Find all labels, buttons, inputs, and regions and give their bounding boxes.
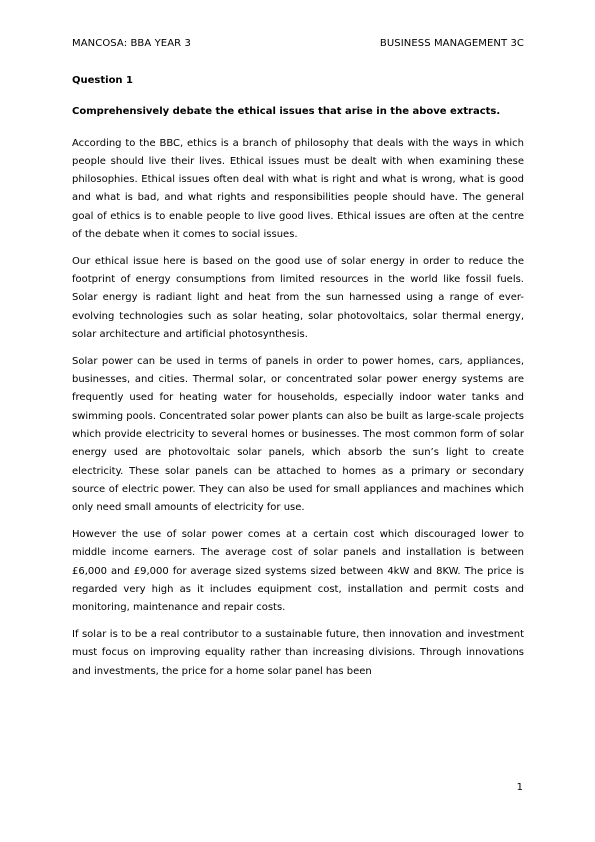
page-number: 1 [516,782,523,793]
paragraph: If solar is to be a real contributor to a sustainable future, then innovation and investment must focus on improving equality rather than increasing divisions. Through innovations and investments, the price for a home solar panel has been [72,629,524,677]
question-title: Question 1 [72,75,133,86]
paragraph: Our ethical issue here is based on the good use of solar energy in order to reduce the footprint of energy consumptions from limited resources in the world like fossil fuels. Solar energy is radiant light and heat from the sun harnessed using a range of ever-evolving technologies such as solar heating, solar photovoltaics, solar thermal energy, solar architecture and artificial photosynthesis. [72,255,524,341]
page-body [72,72,524,689]
paragraph: Solar power can be used in terms of panels in order to power homes, cars, appliances, businesses, and cities. Thermal solar, or concentrated solar power energy systems are frequently used for heating water for households, especially indoor water tanks and swimming pools. Concentrated solar power plants can also be built as large-scale projects which provide electricity to several homes or businesses. The most common form of solar energy used are photovoltaic solar panels, which absorb the sun’s light to create electricity. These solar panels can be attached to homes as a primary or secondary source of electric power. They can also be used for small appliances and machines which only need small amounts of electricity for use. [72,355,524,514]
header-right: BUSINESS MANAGEMENT 3C [379,38,524,49]
paragraph: However the use of solar power comes at a certain cost which discouraged lower to middle income earners. The average cost of solar panels and installation is between £6,000 and £9,000 for average sized systems sized between 4kW and 8KW. The price is regarded very high as it includes equipment cost, installation and permit costs and monitoring, maintenance and repair costs. [72,529,524,614]
question-prompt: Comprehensively debate the ethical issues that arise in the above extracts. [72,106,501,118]
paragraph: According to the BBC, ethics is a branch of philosophy that deals with the ways in which people should live their lives. Ethical issues must be dealt with when examining these philosophies. Ethical issues often deal with what is right and what is wrong, what is good and what is bad, and what rights and responsibilities people should have. The general goal of ethics is to enable people to live good lives. Ethical issues are often at the centre of the debate when it comes to social issues. [72,137,524,241]
page-header [72,38,524,49]
header-left: MANCOSA: BBA YEAR 3 [72,38,191,49]
